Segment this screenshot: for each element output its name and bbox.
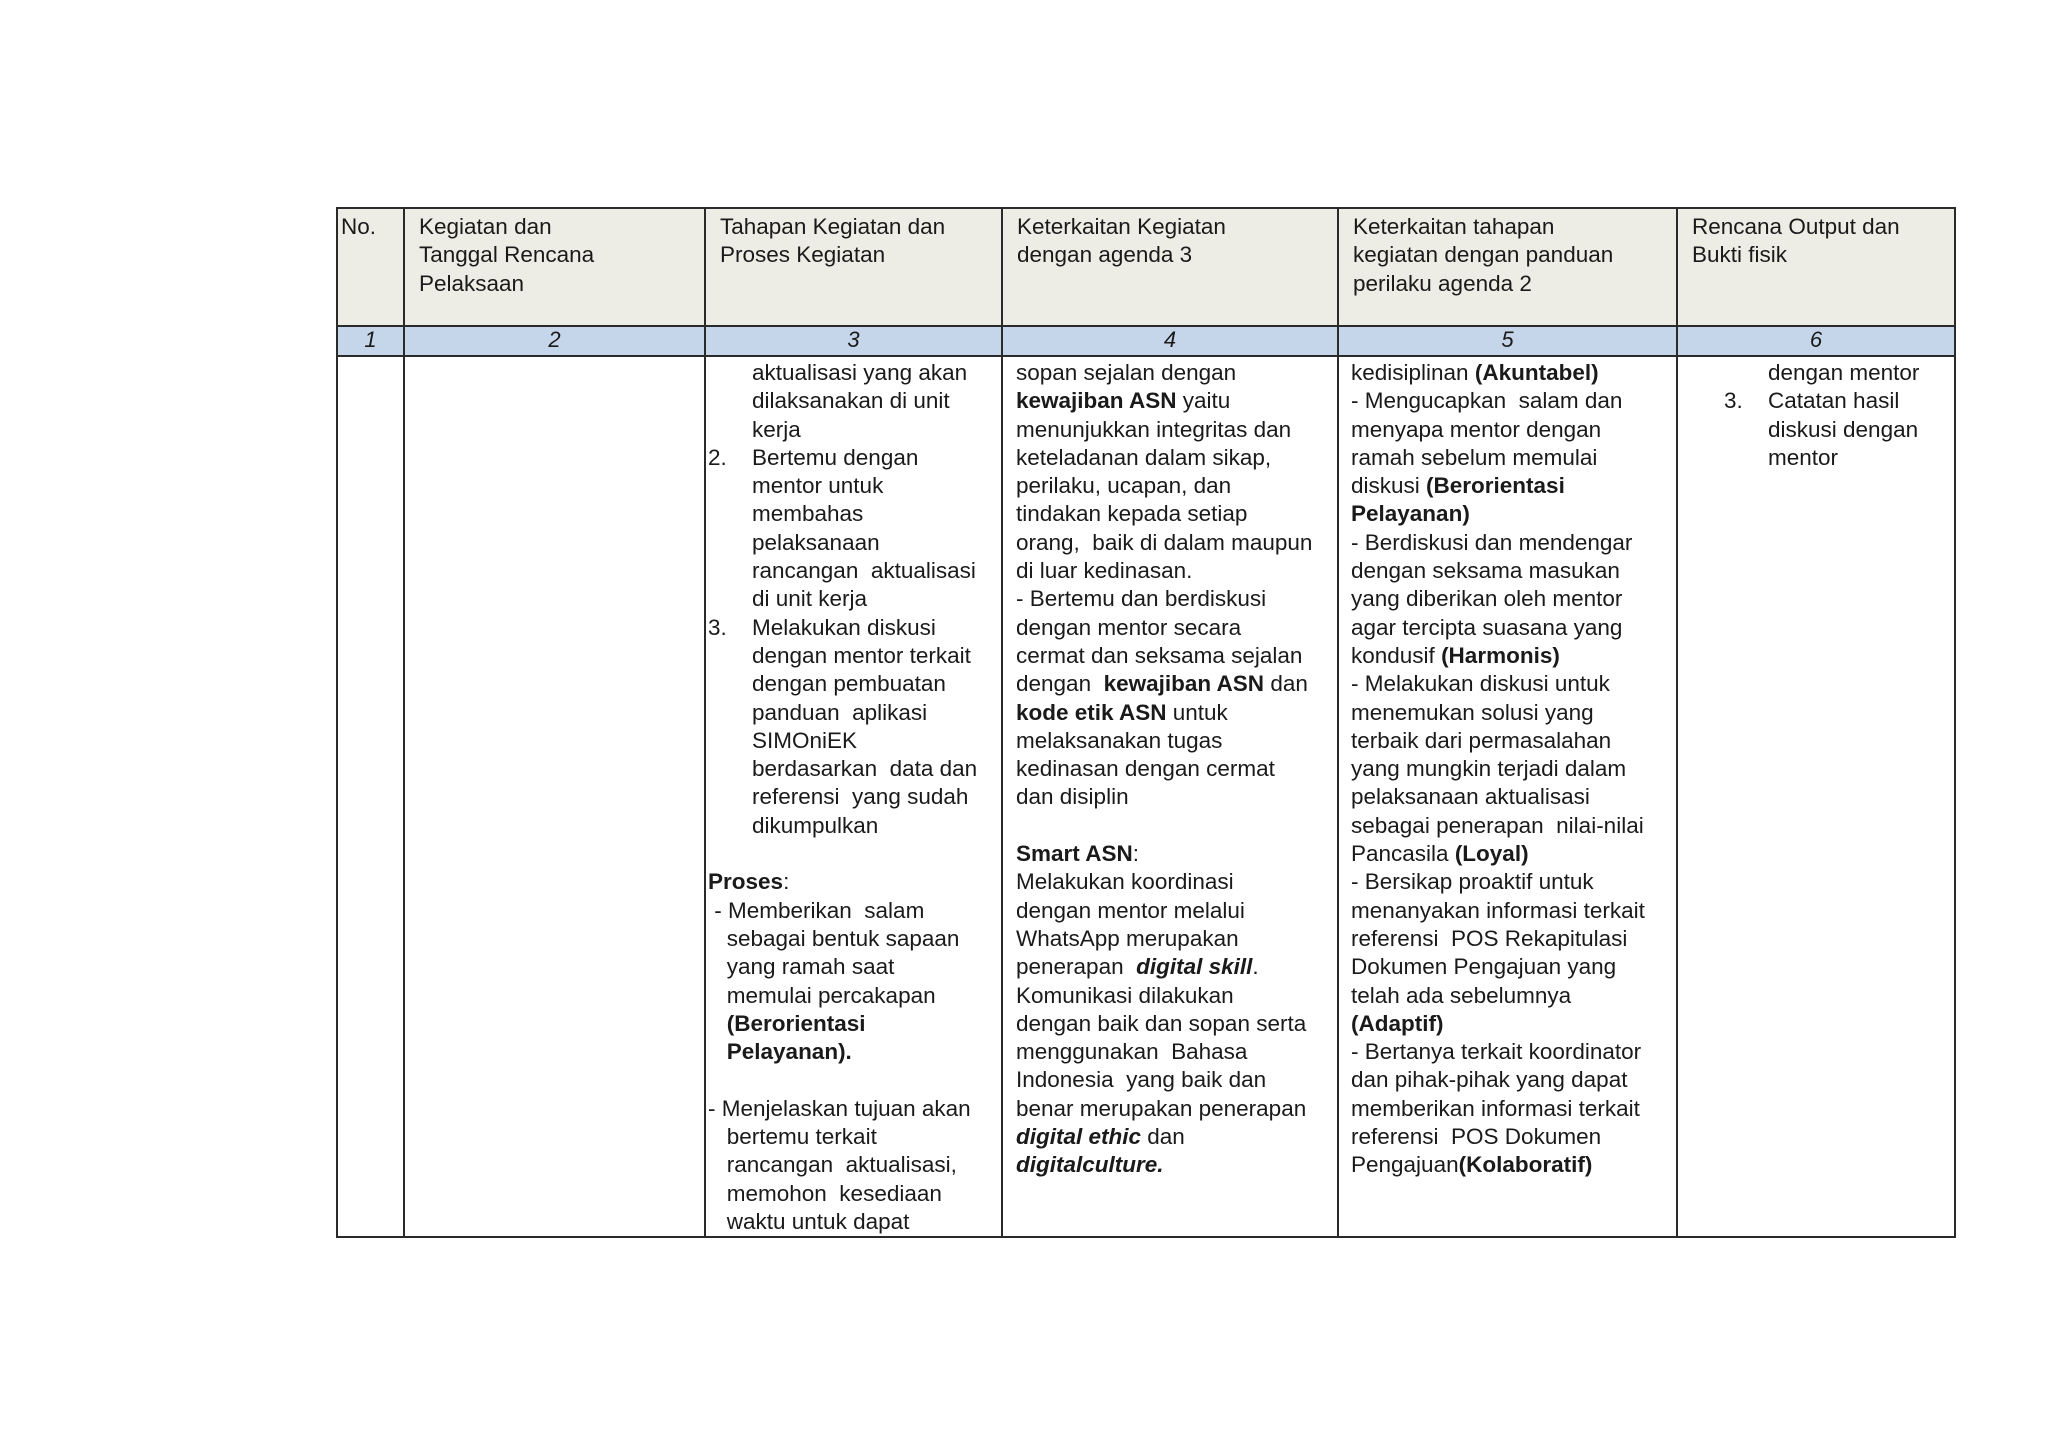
agenda3-content xyxy=(1003,357,1337,1180)
text-line: rancangan aktualisasi, xyxy=(708,1152,957,1178)
text-line: rancangan aktualisasi xyxy=(752,558,976,584)
cell-kegiatan xyxy=(404,356,705,1237)
proses-label: Proses xyxy=(708,869,784,895)
text-line: - Berdiskusi dan mendengar xyxy=(1351,529,1633,555)
text-line: - Bertemu dan berdiskusi xyxy=(1016,586,1267,612)
text-line: SIMOniEK xyxy=(752,727,858,753)
text-line xyxy=(1016,1123,1337,1151)
text-line: Dokumen Pengajuan yang xyxy=(1351,954,1617,980)
text-line: memohon kesediaan xyxy=(708,1180,942,1206)
text: kedisiplinan xyxy=(1351,360,1475,385)
text: penerapan xyxy=(1016,954,1137,980)
text-line: referensi yang sudah xyxy=(752,784,969,810)
text-line: telah ada sebelumnya xyxy=(1351,982,1572,1008)
text-line: - Bersikap proaktif untuk xyxy=(1351,869,1594,895)
text-line: menemukan solusi yang xyxy=(1351,699,1594,725)
bold-text: Pelayanan) xyxy=(1351,501,1470,527)
header-agenda3-text: Keterkaitan Kegiatan dengan agenda 3 xyxy=(1017,214,1226,268)
text-line: - Mengucapkan salam dan xyxy=(1351,388,1623,414)
text: untuk xyxy=(1166,699,1228,725)
text-line xyxy=(1351,500,1676,528)
tahapan-content xyxy=(706,357,1001,1236)
text-line: yang ramah saat xyxy=(708,954,895,980)
text-line: memulai percakapan xyxy=(708,982,936,1008)
column-number: 2 xyxy=(404,326,705,356)
text-line: aktualisasi yang akan xyxy=(752,360,968,385)
text: Pengajuan xyxy=(1351,1152,1459,1178)
bold-italic-text: digitalculture. xyxy=(1016,1152,1164,1178)
text-line: tindakan kepada setiap xyxy=(1016,501,1248,527)
text-line: bertemu terkait xyxy=(708,1124,877,1150)
text-line: Komunikasi dilakukan xyxy=(1016,982,1234,1008)
item-number: 3. xyxy=(1724,388,1743,414)
header-tahapan-text: Tahapan Kegiatan dan Proses Kegiatan xyxy=(720,214,946,268)
text-line xyxy=(1351,472,1676,500)
text-line xyxy=(1016,670,1337,698)
text: Pancasila xyxy=(1351,841,1455,867)
text-line: benar merupakan penerapan xyxy=(1016,1095,1307,1121)
text-line: WhatsApp merupakan xyxy=(1016,925,1239,951)
text-line xyxy=(1351,642,1676,670)
header-tahapan xyxy=(705,208,1002,326)
text-line: dengan pembuatan xyxy=(752,671,946,697)
table-row xyxy=(337,356,1955,1237)
text-line: terbaik dari permasalahan xyxy=(1351,727,1612,753)
text-line xyxy=(1351,1151,1676,1179)
text-line xyxy=(1016,953,1337,981)
text-line: yang mungkin terjadi dalam xyxy=(1351,756,1627,782)
text-line: orang, baik di dalam maupun xyxy=(1016,529,1313,555)
header-agenda3 xyxy=(1002,208,1338,326)
text: yaitu xyxy=(1176,388,1231,414)
text-line xyxy=(1351,840,1676,868)
header-row xyxy=(337,208,1955,326)
text-line xyxy=(1351,1010,1676,1038)
text-line: cermat dan seksama sejalan xyxy=(1016,642,1303,668)
text-line: menyapa mentor dengan xyxy=(1351,416,1602,442)
text-line: waktu untuk dapat xyxy=(708,1208,910,1234)
text-line: dan disiplin xyxy=(1016,784,1129,810)
text-line: memberikan informasi terkait xyxy=(1351,1095,1640,1121)
cell-no xyxy=(337,356,404,1237)
column-number-row xyxy=(337,326,1955,356)
header-no xyxy=(337,208,404,326)
item-number: 2. xyxy=(708,444,727,470)
text-line: perilaku, ucapan, dan xyxy=(1016,473,1232,499)
text-line: - Menjelaskan tujuan akan xyxy=(708,1095,971,1121)
text-line: di unit kerja xyxy=(752,586,868,612)
text-line: pelaksanaan aktualisasi xyxy=(1351,784,1590,810)
text-line: dengan mentor xyxy=(1768,360,1920,385)
text-line: kerja xyxy=(752,416,801,442)
text-line: keteladanan dalam sikap, xyxy=(1016,444,1272,470)
bold-text: (Loyal) xyxy=(1454,841,1529,867)
header-no-text: No. xyxy=(341,214,377,239)
header-agenda2-text: Keterkaitan tahapan kegiatan dengan panduan perilaku agenda 2 xyxy=(1353,214,1614,296)
text-line: pelaksanaan xyxy=(752,529,880,555)
header-output xyxy=(1677,208,1955,326)
text-line: berdasarkan data dan xyxy=(752,756,978,782)
bold-text: (Adaptif) xyxy=(1351,1010,1444,1036)
text-line: menanyakan informasi terkait xyxy=(1351,897,1645,923)
bold-text: kode etik ASN xyxy=(1016,699,1167,725)
blank-line xyxy=(1016,812,1337,840)
text: : xyxy=(1132,841,1139,867)
header-output-text: Rencana Output dan Bukti fisik xyxy=(1692,214,1900,268)
proses-section xyxy=(706,868,1001,1236)
text: dan xyxy=(1264,671,1308,697)
text-line: Bertemu dengan xyxy=(752,444,919,470)
agenda2-content xyxy=(1339,357,1676,1180)
tahapan-item-2 xyxy=(706,444,1001,614)
text-line: - Bertanya terkait koordinator xyxy=(1351,1039,1642,1065)
cell-output xyxy=(1677,356,1955,1237)
text-line: dengan mentor secara xyxy=(1016,614,1242,640)
text: diskusi xyxy=(1351,473,1427,499)
text-line: di luar kedinasan. xyxy=(1016,558,1193,584)
output-content xyxy=(1678,357,1954,472)
bold-text: (Berorientasi xyxy=(708,1010,866,1036)
text-line: menunjukkan integritas dan xyxy=(1016,416,1292,442)
bold-text: Pelayanan). xyxy=(708,1039,852,1065)
cell-agenda3 xyxy=(1002,356,1338,1237)
text-line: dan pihak-pihak yang dapat xyxy=(1351,1067,1628,1093)
text: dan xyxy=(1141,1124,1185,1150)
output-item-3 xyxy=(1678,387,1954,472)
text: dengan xyxy=(1016,671,1104,697)
text-line: kedinasan dengan cermat xyxy=(1016,756,1275,782)
text-line: diskusi dengan xyxy=(1768,416,1919,442)
text-line: - Memberikan salam xyxy=(708,897,925,923)
bold-text: kewajiban ASN xyxy=(1016,388,1177,414)
proses-heading xyxy=(708,868,1001,896)
text-line: mentor xyxy=(1768,444,1839,470)
text-line: referensi POS Dokumen xyxy=(1351,1124,1602,1150)
text-line: Catatan hasil xyxy=(1768,388,1900,414)
text-line: Indonesia yang baik dan xyxy=(1016,1067,1267,1093)
text-line: membahas xyxy=(752,501,864,527)
text-line xyxy=(1016,1151,1337,1179)
text-line: dengan baik dan sopan serta xyxy=(1016,1010,1307,1036)
column-number: 1 xyxy=(337,326,404,356)
proses-colon: : xyxy=(783,869,790,895)
smart-asn-heading xyxy=(1016,840,1337,868)
bold-italic-text: digital skill xyxy=(1136,954,1253,980)
blank-line xyxy=(708,1066,1001,1094)
text-line: ramah sebelum memulai xyxy=(1351,444,1598,470)
bold-italic-text: digital ethic xyxy=(1016,1124,1142,1150)
text-line xyxy=(708,1038,1001,1066)
bold-text: (Akuntabel) xyxy=(1474,360,1599,385)
bold-text: kewajiban ASN xyxy=(1103,671,1265,697)
cell-agenda2 xyxy=(1338,356,1677,1237)
text-line: dilaksanakan di unit xyxy=(752,388,950,414)
text-line xyxy=(1016,699,1337,727)
bold-text: (Kolaboratif) xyxy=(1458,1152,1593,1178)
text-line xyxy=(1016,387,1337,415)
text-line: dengan mentor melalui xyxy=(1016,897,1245,923)
item-number: 3. xyxy=(708,614,727,640)
bold-text: Smart ASN xyxy=(1016,841,1133,867)
text-line: referensi POS Rekapitulasi xyxy=(1351,925,1628,951)
text-line: dengan seksama masukan xyxy=(1351,558,1620,584)
text-line: menggunakan Bahasa xyxy=(1016,1039,1248,1065)
text-line: melaksanakan tugas xyxy=(1016,727,1223,753)
text-line: sebagai penerapan nilai-nilai xyxy=(1351,812,1644,838)
text-line: panduan aplikasi xyxy=(752,699,928,725)
bold-text: (Berorientasi xyxy=(1426,473,1565,499)
text-line: sopan sejalan dengan xyxy=(1016,360,1237,385)
text: kondusif xyxy=(1351,642,1442,668)
tahapan-item-1 xyxy=(706,359,1001,444)
column-number: 6 xyxy=(1677,326,1955,356)
text-line: sebagai bentuk sapaan xyxy=(708,925,960,951)
text-line: Melakukan diskusi xyxy=(752,614,936,640)
text-line: dikumpulkan xyxy=(752,812,879,838)
text-line: - Melakukan diskusi untuk xyxy=(1351,671,1610,697)
column-number: 3 xyxy=(705,326,1002,356)
header-kegiatan xyxy=(404,208,705,326)
text: . xyxy=(1252,954,1259,980)
cell-tahapan xyxy=(705,356,1002,1237)
tahapan-item-3 xyxy=(706,614,1001,840)
column-number: 5 xyxy=(1338,326,1677,356)
text-line: mentor untuk xyxy=(752,473,884,499)
header-agenda2 xyxy=(1338,208,1677,326)
activity-table xyxy=(336,207,1956,1238)
text-line: yang diberikan oleh mentor xyxy=(1351,586,1623,612)
text-line: Melakukan koordinasi xyxy=(1016,869,1234,895)
bold-text: (Harmonis) xyxy=(1441,642,1560,668)
text-line xyxy=(1351,359,1676,387)
text-line: dengan mentor terkait xyxy=(752,642,971,668)
text-line xyxy=(708,1010,1001,1038)
blank-line xyxy=(706,840,1001,868)
header-kegiatan-text: Kegiatan dan Tanggal Rencana Pelaksaan xyxy=(419,214,595,296)
text-line: agar tercipta suasana yang xyxy=(1351,614,1623,640)
column-number: 4 xyxy=(1002,326,1338,356)
